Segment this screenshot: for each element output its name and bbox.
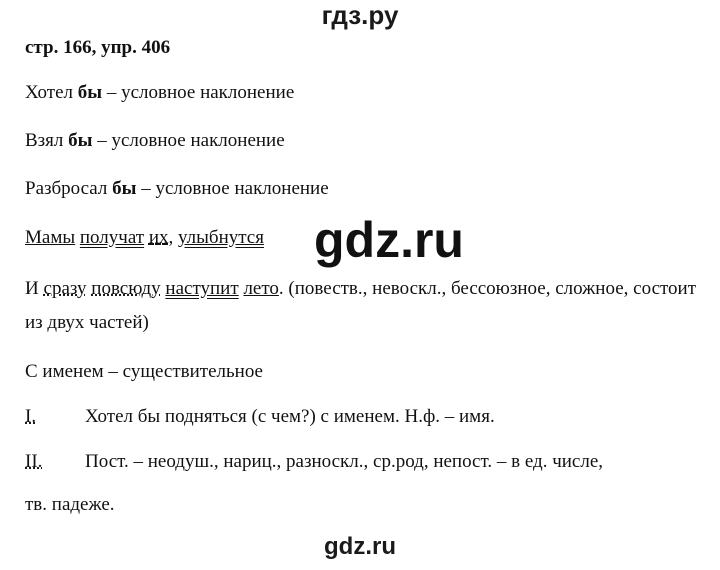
- watermark-top: гдз.ру: [321, 0, 399, 30]
- morph-step-2-cont: тв. падеже.: [25, 494, 115, 515]
- morph-text: Пост. – неодуш., нариц., разноскл., ср.род, непост. – в ед. числе,: [85, 451, 604, 472]
- particle: бы: [112, 178, 137, 199]
- mood-line-1: [25, 82, 294, 104]
- verb: Хотел: [25, 82, 73, 103]
- adverbial-word: повсюду: [91, 278, 161, 299]
- mood-description: – условное наклонение: [92, 130, 285, 151]
- morph-step-1: [25, 406, 495, 428]
- morph-text: Хотел бы подняться (с чем?) с именем. Н.ф. – имя.: [85, 406, 495, 427]
- mood-line-2: [25, 130, 285, 152]
- verb: Взял: [25, 130, 64, 151]
- noun-line: С именем – существительное: [25, 361, 263, 382]
- watermark-bottom: gdz.ru: [324, 533, 396, 560]
- object-word: их: [148, 227, 169, 248]
- adverbial-word: сразу: [43, 278, 87, 299]
- predicate-word: наступит: [165, 278, 239, 299]
- subject-word: лето: [243, 278, 279, 299]
- sentence-1: Мамы получат их, улыбнутся: [25, 227, 264, 248]
- particle: бы: [77, 82, 103, 103]
- roman-numeral: II.: [25, 451, 43, 472]
- sentence-analysis: . (повеств., невоскл., бессоюзное, сложное, состоит из двух частей): [25, 278, 697, 333]
- subject-word: Мамы: [25, 227, 76, 248]
- page-header: стр. 166, упр. 406: [25, 37, 171, 58]
- conjunction-word: И: [25, 278, 39, 299]
- mood-line-3: [25, 178, 329, 200]
- sentence-2: [25, 272, 696, 340]
- mood-description: – условное наклонение: [102, 82, 295, 103]
- predicate-word: улыбнутся: [178, 227, 264, 248]
- predicate-word: получат: [79, 227, 145, 248]
- watermark-middle: gdz.ru: [308, 208, 470, 272]
- morph-step-2: [25, 451, 603, 473]
- particle: бы: [68, 130, 93, 151]
- mood-description: – условное наклонение: [136, 178, 329, 199]
- verb: Разбросал: [25, 178, 108, 199]
- roman-numeral: I.: [25, 406, 37, 427]
